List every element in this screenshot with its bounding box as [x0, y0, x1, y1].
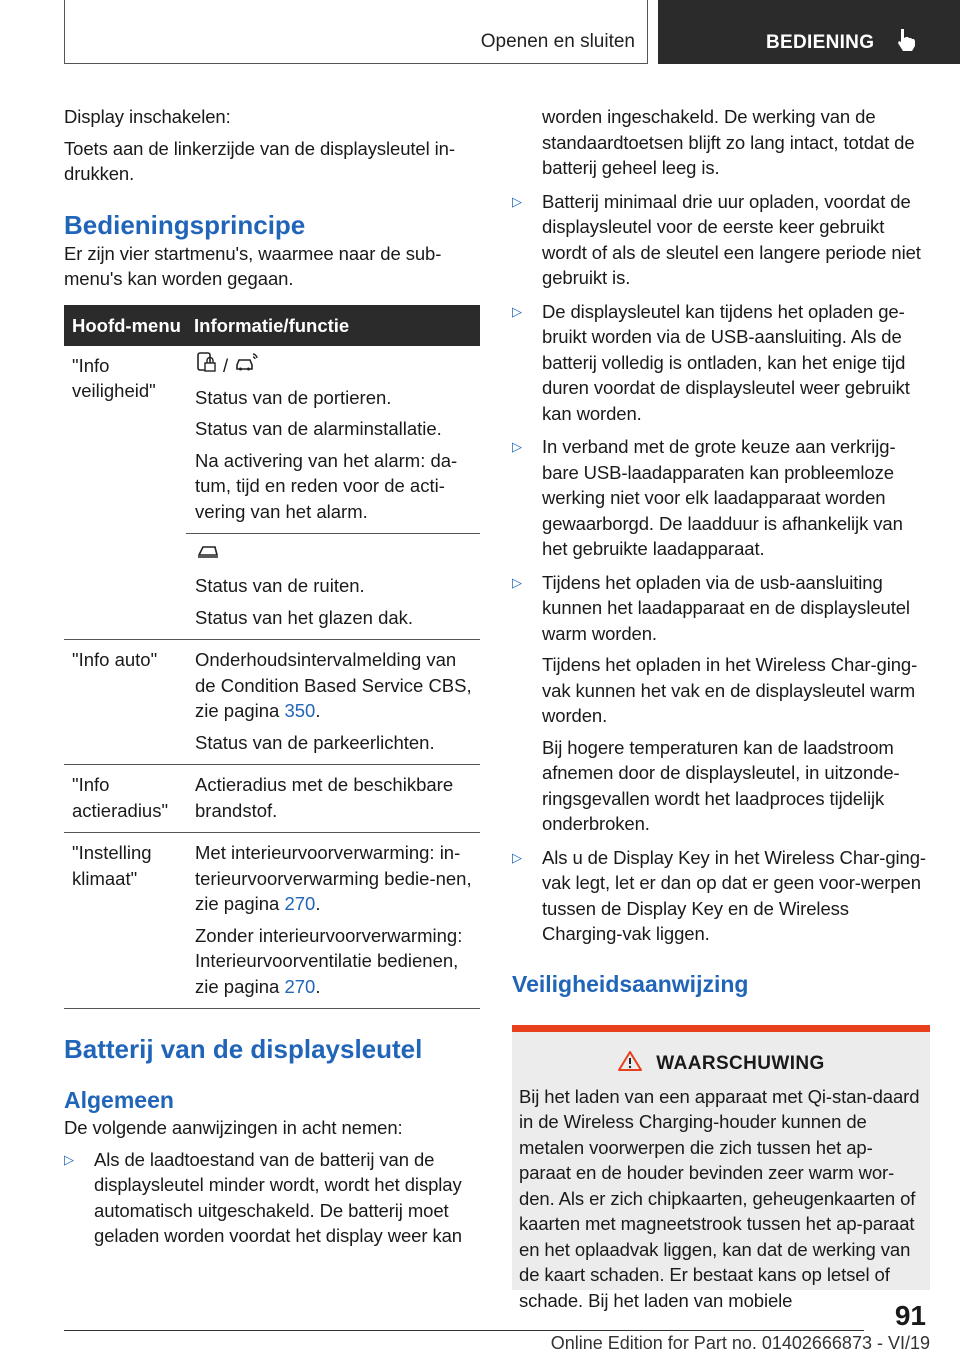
page-link[interactable]: 270	[284, 975, 316, 997]
warning-triangle-icon	[618, 1050, 656, 1078]
display-on-label: Display inschakelen:	[64, 106, 231, 127]
safety-heading: Veiligheidsaanwijzing	[512, 970, 749, 997]
right-column	[512, 104, 930, 1311]
menu-cell: "Info veiligheid"	[72, 354, 156, 401]
bullet-text: Als u de Display Key in het Wireless Char-ging-vak legt, let er dan op dat er geen voor-werpen tussen de Display Key en de Wireless Charging-vak liggen.	[542, 846, 926, 944]
bullet-triangle-icon: ▷	[512, 574, 522, 590]
wireless-paragraph: Bij hogere temperaturen kan de laadstroom afnemen door de displaysleutel, in uitzonde-ringsgevallen wordt het laadproces tijdelijk onderbroken.	[542, 736, 900, 834]
list-item	[64, 1147, 480, 1249]
menu-cell: "Instelling klimaat"	[64, 833, 186, 1009]
wireless-paragraph: Tijdens het opladen in het Wireless Char-ging-vak kunnen het vak en de displaysleutel warm worden.	[542, 654, 918, 726]
info-line: Status van de alarminstallatie.	[195, 418, 442, 439]
info-line	[195, 647, 480, 724]
info-line: Status van de portieren.	[195, 386, 392, 408]
general-intro: De volgende aanwijzingen in acht nemen:	[64, 1117, 403, 1138]
warning-title: WAARSCHUWING	[656, 1052, 825, 1074]
list-item	[512, 189, 930, 291]
info-line	[195, 923, 480, 1000]
icon-row	[195, 353, 480, 379]
bullet-text: Batterij minimaal drie uur opladen, voordat de displaysleutel voor de eerste keer gebruikt wordt of als de sleutel een langere periode niet gebruikt is.	[542, 190, 921, 288]
page-link[interactable]: 350	[284, 700, 316, 721]
page-link[interactable]: 270	[284, 893, 316, 914]
list-item	[512, 570, 930, 647]
table-row	[64, 833, 480, 1009]
info-cell	[186, 640, 480, 765]
table-row	[64, 640, 480, 765]
info-text: .	[315, 893, 321, 914]
bullet-text: Tijdens het opladen via de usb-aansluiting kunnen het laadapparaat en de displaysleutel warm worden.	[542, 571, 910, 644]
info-line: Status van de ruiten.	[195, 575, 365, 596]
info-text: Onderhoudsintervalmelding van de Condition Based Service CBS, zie pagina	[195, 649, 472, 721]
battery-heading: Batterij van de displaysleutel	[64, 1034, 423, 1064]
warning-text: Bij het laden van een apparaat met Qi-stan-daard in de Wireless Charging-houder kunnen de metalen voorwerpen die zich tussen het ap-paraat en de houder bevinden zeer warm wor-den. Als er zich chipkaarten, geheugenkaarten of kaarten met magneetstrook tussen het ap-paraat en het oplaadvak liggen, kan dat de werking van de kaart schaden. Er bestaat kans op letsel of schade. Bij het laden van mobiele	[519, 1085, 920, 1311]
display-on-text: Toets aan de linkerzijde van de displaysleutel in-drukken.	[64, 137, 455, 184]
info-cell	[186, 833, 480, 1009]
info-line	[195, 840, 480, 917]
warning-bar	[512, 1025, 930, 1032]
principle-text: Er zijn vier startmenu's, waarmee naar de sub-menu's kan worden gegaan.	[64, 242, 442, 289]
bullet-continuation: worden ingeschakeld. De werking van de standaardtoetsen blijft zo lang intact, totdat de batterij geheel leeg is.	[542, 106, 915, 178]
info-cell	[186, 534, 480, 640]
general-heading: Algemeen	[64, 1087, 174, 1113]
list-item	[512, 299, 930, 427]
info-text: .	[315, 700, 321, 721]
menu-cell	[64, 534, 186, 640]
table-header-menu: Hoofd-menu	[64, 305, 186, 346]
door-lock-icon	[195, 351, 217, 380]
list-item	[512, 845, 930, 947]
info-cell	[186, 765, 480, 833]
icon-separator: /	[223, 354, 229, 376]
section-label: BEDIENING	[766, 32, 875, 53]
bullet-text: In verband met de grote keuze aan verkrijg-bare USB-laadapparaten kan probleemloze werking niet voor elk laadapparaat worden gewaarborgd. De laadduur is afhankelijk van het gebruikte laadapparaat.	[542, 436, 903, 559]
footer-rule	[64, 1330, 864, 1331]
info-text: Zonder interieurvoorverwarming: Interieurvoorventilatie bedienen, zie pagina	[195, 924, 463, 997]
info-line: Status van de parkeerlichten.	[195, 731, 435, 753]
info-line: Na activering van het alarm: da-tum, tijd en reden voor de acti-vering van het alarm.	[195, 449, 458, 522]
car-window-icon	[195, 540, 221, 569]
list-item	[512, 434, 930, 562]
chapter-tab	[64, 0, 648, 64]
car-alarm-icon	[234, 351, 260, 380]
info-text: .	[315, 975, 321, 997]
bullet-triangle-icon: ▷	[512, 849, 522, 865]
page-number: 91	[894, 1300, 926, 1331]
warning-box	[512, 1032, 930, 1311]
table-header-info: Informatie/functie	[186, 305, 480, 346]
bullet-triangle-icon: ▷	[512, 303, 522, 319]
info-line: Status van het glazen dak.	[195, 606, 414, 628]
chapter-title: Openen en sluiten	[480, 31, 635, 52]
principle-heading: Bedieningsprincipe	[64, 209, 306, 240]
warning-title-row	[519, 1050, 924, 1078]
bullet-triangle-icon: ▷	[512, 193, 522, 209]
info-line: Actieradius met de beschikbare brandstof.	[195, 774, 454, 821]
info-text: Met interieurvoorverwarming: in-terieurvoorverwarming bedie-nen, zie pagina	[195, 842, 472, 914]
bullet-triangle-icon: ▷	[512, 439, 522, 454]
hand-pointer-icon	[896, 27, 918, 58]
icon-row	[195, 541, 480, 567]
info-cell	[186, 346, 480, 534]
menu-cell: "Info auto"	[64, 640, 186, 765]
menu-table	[64, 305, 480, 1010]
bullet-triangle-icon: ▷	[64, 1151, 74, 1167]
table-row	[64, 346, 480, 534]
table-row	[64, 534, 480, 640]
left-column	[64, 104, 480, 1257]
menu-cell: "Info actieradius"	[64, 765, 186, 833]
section-tab	[658, 0, 960, 64]
bullet-text: Als de laadtoestand van de batterij van de displaysleutel minder wordt, wordt het display automatisch uitgeschakeld. De batterij moet geladen worden voordat het display weer kan	[94, 1148, 462, 1246]
bullet-text: De displaysleutel kan tijdens het opladen ge-bruikt worden via de USB-aansluiting. Als de batterij volledig is ontladen, kan het enige tijd duren voordat de displaysleutel weer gebruikt kan worden.	[542, 300, 910, 424]
table-row	[64, 765, 480, 833]
footer-edition: Online Edition for Part no. 01402666873 - VI/19	[550, 1333, 930, 1353]
